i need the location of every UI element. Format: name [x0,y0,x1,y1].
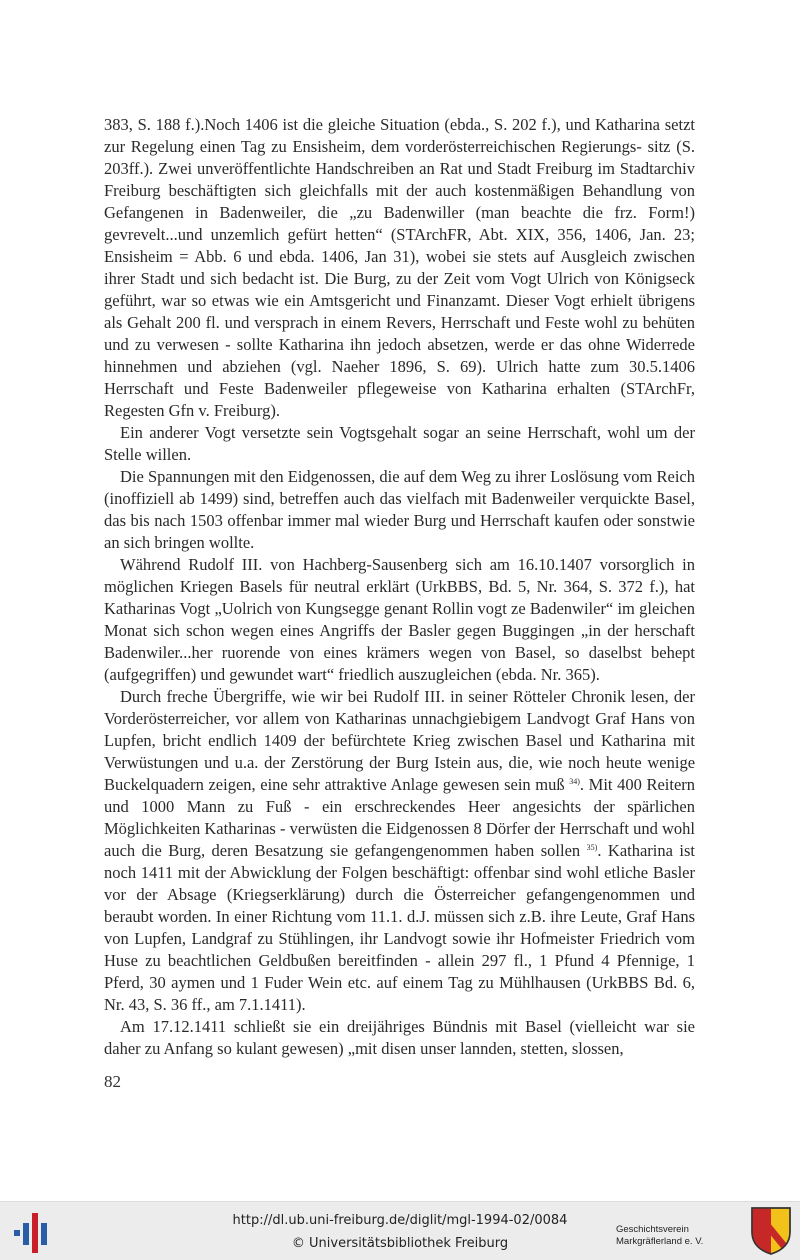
paragraph [104,686,695,1016]
text-line: Hans von Lupfen, bricht endlich 1409 der befürchtete Krieg zwischen Basel und [104,709,695,750]
text-line: Ein anderer Vogt versetzte sein Vogtsgehalt sogar an seine Herrschaft, wohl um der [120,423,695,442]
text-line: 383, S. 188 f.).Noch 1406 ist die gleiche Situation (ebda., S. 202 f.), und Katharina [104,115,661,134]
footer-url-link[interactable]: http://dl.ub.uni-freiburg.de/diglit/mgl-1994-02/0084 [232,1213,568,1228]
text-line: offenbar sind wohl etliche Basler vor der Absage (Kriegserklärung) durch die [104,863,696,904]
text-line: Herrschaft und wohl auch die Burg, deren Besatzung sie gefangengenommen haben [104,819,696,860]
text-line: müssen sich z.B. ihre Leute, Graf Hans von Lupfen, Landgraf zu Stühlingen, ihr [104,907,695,948]
text-line: Katharinas Vogt „Uolrich von Kungsegge genant Rollin vogt ze Badenwiler“ im [104,599,635,618]
text-line: 1406, Jan. 23; Ensisheim = Abb. 6 und ebda. 1406, Jan 31), wobei sie stets auf [104,225,695,266]
text-line: behept (aufgegriffen) und gewundet wart“ friedlich auszugleichen (ebda. Nr. 365). [104,643,695,684]
text-line: Katharina erhalten (STArchFr, Regesten Gfn v. Freiburg). [104,379,695,420]
text-line: Ausgleich zwischen ihrer Stadt und sich bedacht ist. Die Burg, zu der Zeit vom Vogt [104,247,696,288]
text-line: Dieser Vogt erhielt übrigens als Gehalt 200 fl. und versprach in einem Revers, [104,291,696,332]
paragraph [104,554,695,686]
text-line: Ulrich von Königseck geführt, war so etwas wie ein Amtsgericht und Finanzamt. [104,269,696,310]
text-line: der spärlichen Möglichkeiten Katharinas - verwüsten die Eidgenossen 8 Dörfer der [104,797,696,838]
text-line: sollen $^{35)}$. Katharina ist noch 1411 mit der Abwicklung der Folgen beschäftigt: [104,841,696,882]
text-line: gleichen Monat sich schon wegen eines Angriffs der Basler gegen Buggingen „in der [104,599,695,640]
text-line: möglichen Kriegen Basels für neutral erklärt (UrkBBS, Bd. 5, Nr. 364, S. 372 f.), hat [104,577,695,596]
text-line: sitz (S. 203ff.). Zwei unveröffentlichte Handschreiben an Rat und Stadt Freiburg im [104,137,695,178]
footer-copyright: © Universitätsbibliothek Freiburg [291,1236,509,1251]
text-line: Am 17.12.1411 schließt sie ein dreijähriges Bündnis mit Basel (vielleicht war sie [120,1017,695,1036]
text-line: frz. Form!) gevrevelt...und unzemlich gefürt hetten“ (STArchFR, Abt. XIX, 356, [104,203,696,244]
society-name [616,1224,746,1248]
paragraph [104,466,695,554]
text-line: kaufen oder sonstwie an sich bringen wollte. [104,511,696,552]
footnote-marker: 35) [586,843,598,852]
text-line: Die Spannungen mit den Eidgenossen, die auf dem Weg zu ihrer Loslösung vom [120,467,653,486]
text-line: Während Rudolf III. von Hachberg-Sausenberg sich am 16.10.1407 vorsorglich in [120,555,695,574]
text-line: Stadtarchiv Freiburg beschäftigten sich gleichfalls mit der auch kostenmäßigen [104,159,695,200]
footnote-marker: 34) [569,777,580,786]
footer-bar [0,1201,800,1260]
text-line: Stelle willen. [104,445,192,464]
text-line: Durch freche Übergriffe, wie wir bei Rudolf III. in seiner Rötteler Chronik lesen, [120,687,669,706]
text-line: Österreicher gefangengenommen und beraubt worden. In einer Richtung vom 11.1. d.J. [104,885,695,926]
paragraph [104,422,695,466]
text-line: absetzen, werde er das ohne Widerrede hinnehmen und abziehen (vgl. Naeher 1896, [104,335,695,376]
text-line: Landvogt sowie ihr Hofmeister Friedrich vom Huse zu beachtlichen Geldbußen [104,929,696,970]
society-line-1: Geschichtsverein [616,1224,689,1235]
text-line: S. 69). Ulrich hatte zum 30.5.1406 Herrschaft und Feste Badenweiler pflegeweise von [104,357,696,398]
text-line: Katharina mit Verwüstungen und u.a. der Zerstörung der Burg Istein aus, die, wie [104,731,695,772]
text-line: daher zu Anfang so kulant gewesen) „mit disen unser lannden, stetten, slossen, [104,1039,624,1058]
paragraph [104,1016,695,1060]
text-line: setzt zur Regelung einen Tag zu Ensisheim, dem vorderösterreichischen Regierungs- [104,115,695,156]
text-line: Reich (inoffiziell ab 1499) sind, betreffen auch das vielfach mit Badenweiler [104,467,695,508]
text-line: der Vorderösterreicher, vor allem von Katharinas unnachgiebigem Landvogt Graf [104,687,695,728]
text-line: Behandlung von Gefangenen in Badenweiler, die „zu Badenwiller (man beachte die [104,181,696,222]
text-line: etc. auf einem Tag zu Mühlhausen (UrkBBS Bd. 6, Nr. 43, S. 36 ff., am 7.1.1411). [104,973,695,1014]
text-line: Herrschaft und Feste wohl zu behüten und zu verwesen - sollte Katharina ihn jedoch [104,313,695,354]
text-line: bereitfinden - allein 297 fl., 1 Pfund 4 Pfennige, 1 Pferd, 30 aymen und 1 Fuder Wein [104,951,695,992]
society-line-2: Markgräflerland e. V. [616,1236,704,1247]
text-line: herschaft Badenwiler...her ruorende von eines krämers wegen von Basel, so daselbst [104,621,696,662]
paragraph [104,114,695,422]
society-crest-icon [750,1206,792,1256]
text-line: verquickte Basel, das bis nach 1503 offenbar immer mal wieder Burg und Herrschaft [104,489,696,530]
text-line: noch heute wenige Buckelquadern zeigen, eine sehr attraktive Anlage gewesen sein [104,753,696,794]
page-number: 82 [104,1072,121,1091]
page-body [104,114,695,1060]
text-line: muß $^{34)}$. Mit 400 Reitern und 1000 Mann zu Fuß - ein erschreckendes Heer angesichts [104,775,696,816]
